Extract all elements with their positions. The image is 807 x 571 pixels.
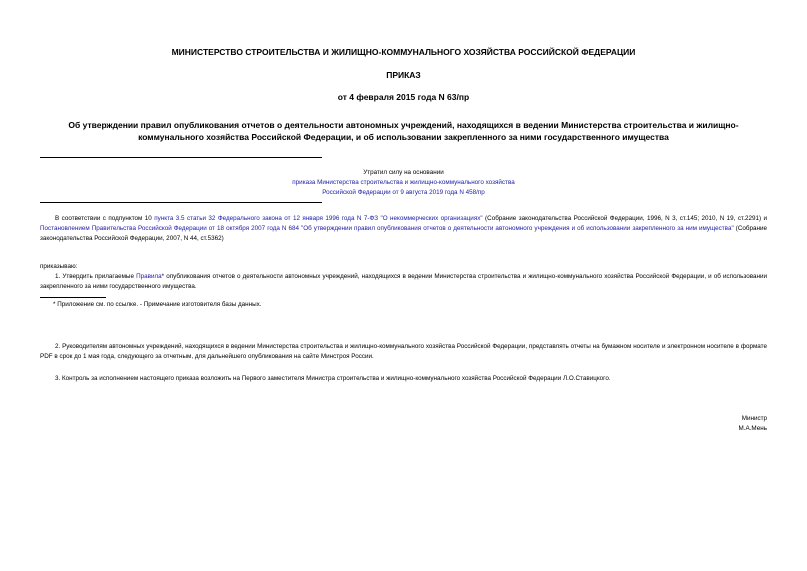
doc-title: Об утверждении правил опубликования отчетов о деятельности автономных учреждений, находящихся в ведении Министерства строительства и жилищно-коммунального хозяйства Российской Федерации, и об использовании закрепленного за ними государственного имущества [68,120,739,142]
repeal-link-line2[interactable]: Российской Федерации от 9 августа 2019 года N 458/пр [322,189,485,196]
divider-line [40,157,322,158]
signature-position: Министр [741,415,767,422]
federal-law-link[interactable]: пункта 3.5 статьи 32 Федерального закона от 12 января 1996 года N 7-ФЗ "О некоммерческих организациях" [154,215,483,222]
item-text: 1. Утвердить прилагаемые [55,273,137,280]
government-decree-link[interactable]: Постановлением Правительства Российской Федерации от 18 октября 2007 года N 684 "Об утверждении правил опубликования отчетов о деятельности автономного учреждения и об использовании закрепленного за ним имущества" [40,225,734,232]
preamble-text: (Собрание законодательства Российской Федерации, 2007, N 44, ст.5362) [40,225,767,242]
order-item-2: 2. Руководителям автономных учреждений, находящихся в ведении Министерства строительства и жилищно-коммунального хозяйства Российской Федерации, представлять отчеты на бумажном носителе и электронном носителе в формате PDF в срок до 1 мая года, следующего за отчетным, для дальнейшего опубликования на сайте Минстроя России. [40,343,767,360]
repeal-note-line1: Утратил силу на основании [363,169,444,176]
order-item-3: 3. Контроль за исполнением настоящего приказа возложить на Первого заместителя Министра строительства и жилищно-коммунального хозяйства Российской Федерации Л.О.Ставицкого. [55,375,611,382]
doc-type-heading: ПРИКАЗ [386,70,421,80]
item-text: * опубликования отчетов о деятельности автономных учреждений, находящихся в ведении Министерства строительства и жилищно-коммунального хозяйства Российской Федерации, и об использовании закрепленного за ними государственного имущества. [40,273,767,290]
ministry-heading: МИНИСТЕРСТВО СТРОИТЕЛЬСТВА И ЖИЛИЩНО-КОММУНАЛЬНОГО ХОЗЯЙСТВА РОССИЙСКОЙ ФЕДЕРАЦИИ [171,47,636,57]
footnote-text: * Приложение см. по ссылке. - Примечание изготовителя базы данных. [53,301,262,308]
preamble-text: В соответствии с подпунктом 10 [55,215,155,222]
doc-date-number: от 4 февраля 2015 года N 63/пр [337,92,470,102]
preamble-text: (Собрание законодательства Российской Федерации, 1996, N 3, ст.145; 2010, N 19, ст.2291) и [482,215,767,222]
order-word: приказываю: [40,263,78,270]
divider-line [40,202,322,203]
footnote-divider [40,297,106,298]
preamble-paragraph [40,214,767,244]
signature-name: М.А.Мень [738,425,767,432]
order-item-1 [40,272,767,292]
repeal-link-line1[interactable]: приказа Министерства строительства и жилищно-коммунального хозяйства [292,179,515,186]
rules-link[interactable]: Правила [136,273,162,280]
